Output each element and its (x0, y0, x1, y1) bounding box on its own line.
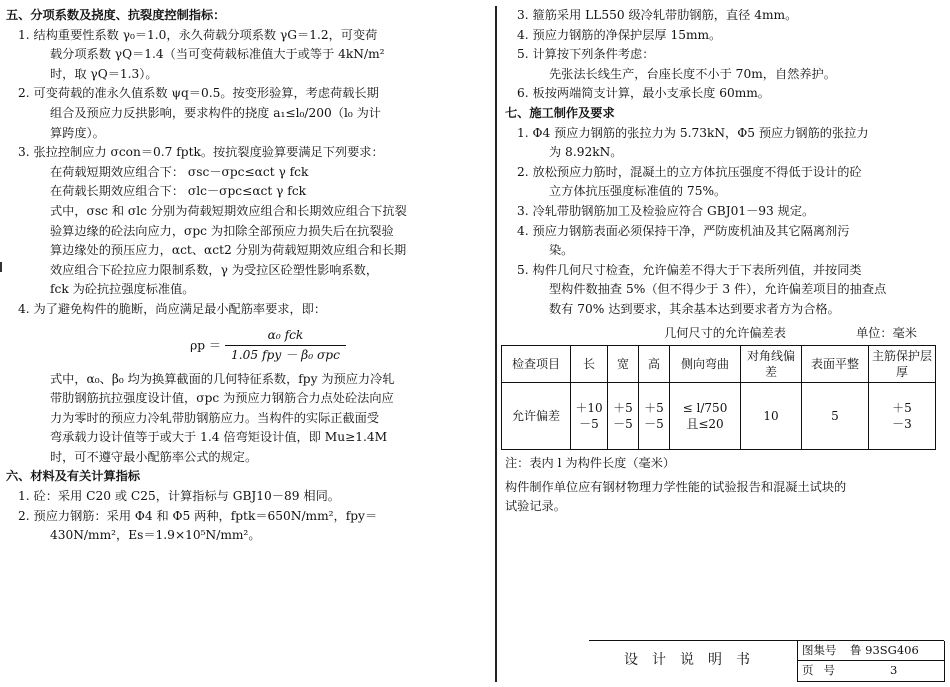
text-line: fck 为砼抗拉强度标准值。 (50, 282, 195, 297)
formula-fraction (225, 326, 346, 366)
section-5-title: 五、分项系数及挠度、抗裂度控制指标： (6, 8, 226, 22)
value: －5 (613, 417, 633, 432)
page-row (798, 661, 944, 680)
value: ＋5 (613, 401, 633, 416)
text-line: 组合及预应力反拱影响，要求构件的挠度 a₁≤l₀/200（l₀ 为计 (50, 105, 381, 120)
text-line: 1. Φ4 预应力钢筋的张拉力为 5.73kN，Φ5 预应力钢筋的张拉力 (517, 125, 869, 140)
text-line: 6. 板按两端简支计算，最小支承长度 60mm。 (517, 86, 770, 101)
value: ＋10 (575, 401, 603, 416)
header-cell: 对角线偏差 (741, 346, 802, 383)
header-cell: 宽 (608, 346, 639, 383)
text-line: 1. 砼：采用 C20 或 C25，计算指标与 GBJ10－89 相同。 (18, 489, 340, 504)
header-cell: 表面平整 (802, 346, 869, 383)
row-label-cell: 允许偏差 (502, 383, 571, 450)
atlas-label: 图集号 (802, 643, 837, 657)
column-divider (495, 6, 497, 682)
width-cell (608, 383, 639, 450)
text-line: 5. 计算按下列条件考虑： (517, 47, 655, 62)
left-margin-mark (0, 262, 2, 272)
value: ＋5 (892, 401, 912, 416)
value: ≤ l/750 (682, 401, 728, 416)
text-line: 时，可不遵守最小配筋率公式的规定。 (50, 449, 258, 464)
text-line: 构件制作单位应有钢材物理力学性能的试验报告和混凝土试块的 (505, 479, 847, 494)
text-line: 带肋钢筋抗拉强度设计值，σpc 为预应力钢筋合力点处砼法向应 (50, 391, 394, 406)
text-line: 5. 构件几何尺寸检查，允许偏差不得大于下表所列值，并按同类 (517, 262, 862, 277)
cover-cell (869, 383, 936, 450)
value: 且≤20 (686, 417, 724, 432)
text-line: 验算边缘的砼法向应力，σpc 为扣除全部预应力损失后在抗裂验 (50, 223, 394, 238)
right-column (505, 6, 945, 517)
header-cell: 高 (639, 346, 670, 383)
formula-numerator: α₀ fck (225, 326, 346, 347)
text-line: 式中，α₀、β₀ 均为换算截面的几何特征系数，fpy 为预应力冷轧 (50, 371, 395, 386)
text-line: 式中，σsc 和 σlc 分别为荷载短期效应组合和长期效应组合下抗裂 (50, 203, 407, 218)
text-line: 为 8.92kN。 (549, 145, 623, 160)
table-note: 注：表内 l 为构件长度（毫米） (505, 456, 676, 471)
text-line: 算边缘处的预压应力，αct、αct2 分别为荷载短期效应组合和长期 (50, 243, 407, 258)
table-title-row (505, 324, 945, 344)
table-header-row (502, 346, 936, 383)
text-line: 数有 70% 达到要求，其余基本达到要求者方为合格。 (549, 301, 840, 316)
page-number: 3 (890, 663, 898, 677)
atlas-row (798, 641, 944, 661)
text-line: 430N/mm²，Es＝1.9×10⁵N/mm²。 (50, 528, 261, 543)
text-line: 先张法长线生产，台座长度不小于 70m，自然养护。 (549, 66, 836, 81)
text-line: 在荷载短期效应组合下： σsc－σpc≤αct γ fck (50, 164, 309, 179)
text-line: 2. 可变荷载的准永久值系数 ψq＝0.5。按变形验算，考虑荷载长期 (18, 86, 379, 101)
text-line: 3. 张拉控制应力 σcon＝0.7 fptk。按抗裂度验算要满足下列要求： (18, 145, 384, 160)
text-line: 立方体抗压强度标准值的 75%。 (549, 184, 727, 199)
text-line: 力为零时的预应力冷轧带肋钢筋应力。当构件的实际正截面受 (50, 410, 380, 425)
sheet-title: 设计说明书 (624, 652, 764, 668)
value: －5 (579, 417, 599, 432)
left-column (6, 6, 490, 546)
text-line: 载分项系数 γQ＝1.4（当可变荷载标准值大于或等于 4kN/m² (50, 47, 385, 62)
atlas-value: 鲁 93SG406 (850, 643, 919, 657)
text-line: 在荷载长期效应组合下： σlc－σpc≤αct γ fck (50, 184, 307, 199)
text-line: 4. 预应力钢筋表面必须保持干净，严防废机油及其它隔离剂污 (517, 223, 850, 238)
text-line: 4. 预应力钢筋的净保护层厚 15mm。 (517, 27, 722, 42)
height-cell (639, 383, 670, 450)
value: －3 (892, 417, 912, 432)
formula-denominator: 1.05 fpy － β₀ σpc (231, 348, 340, 363)
title-block-box (797, 641, 945, 682)
title-block (589, 640, 944, 681)
header-cell: 侧向弯曲 (670, 346, 741, 383)
text-line: 时，取 γQ＝1.3）。 (50, 66, 158, 81)
table-row (502, 383, 936, 450)
text-line: 效应组合下砼拉应力限制系数，γ 为受拉区砼塑性影响系数， (50, 262, 379, 277)
bend-cell (670, 383, 741, 450)
text-line: 弯承载力设计值等于或大于 1.4 倍弯矩设计值，即 Mu≥1.4M (50, 430, 388, 445)
section-6-title: 六、材料及有关计算指标 (6, 469, 141, 484)
length-cell (571, 383, 608, 450)
header-cell: 检查项目 (502, 346, 571, 383)
text-line: 型构件数抽查 5%（但不得少于 3 件），允许偏差项目的抽查点 (549, 282, 887, 297)
text-line: 4. 为了避免构件的脆断，尚应满足最小配筋率要求，即： (18, 301, 327, 316)
section-7-title: 七、施工制作及要求 (505, 105, 615, 120)
table-title: 几何尺寸的允许偏差表 (664, 325, 786, 340)
min-reinforcement-formula (46, 326, 490, 368)
table-unit: 单位：毫米 (856, 325, 917, 340)
formula-lhs: ρp ＝ (190, 338, 222, 353)
diagonal-cell: 10 (741, 383, 802, 450)
value: －5 (644, 417, 664, 432)
text-line: 1. 结构重要性系数 γ₀＝1.0，永久荷载分项系数 γG＝1.2，可变荷 (18, 27, 378, 42)
flatness-cell: 5 (802, 383, 869, 450)
tolerance-table (501, 345, 936, 450)
header-cell: 主筋保护层厚 (869, 346, 936, 383)
value: ＋5 (644, 401, 664, 416)
text-line: 2. 预应力钢筋：采用 Φ4 和 Φ5 两种，fptk＝650N/mm²，fpy＝ (18, 508, 378, 523)
page-label: 页号 (802, 663, 845, 677)
header-cell: 长 (571, 346, 608, 383)
text-line: 算跨度）。 (50, 125, 105, 140)
text-line: 2. 放松预应力筋时，混凝土的立方体抗压强度不得低于设计的砼 (517, 164, 862, 179)
text-line: 染。 (549, 243, 574, 258)
text-line: 试验记录。 (505, 499, 566, 514)
text-line: 3. 箍筋采用 LL550 级冷轧带肋钢筋，直径 4mm。 (517, 8, 798, 22)
text-line: 3. 冷轧带肋钢筋加工及检验应符合 GBJ01－93 规定。 (517, 203, 815, 218)
